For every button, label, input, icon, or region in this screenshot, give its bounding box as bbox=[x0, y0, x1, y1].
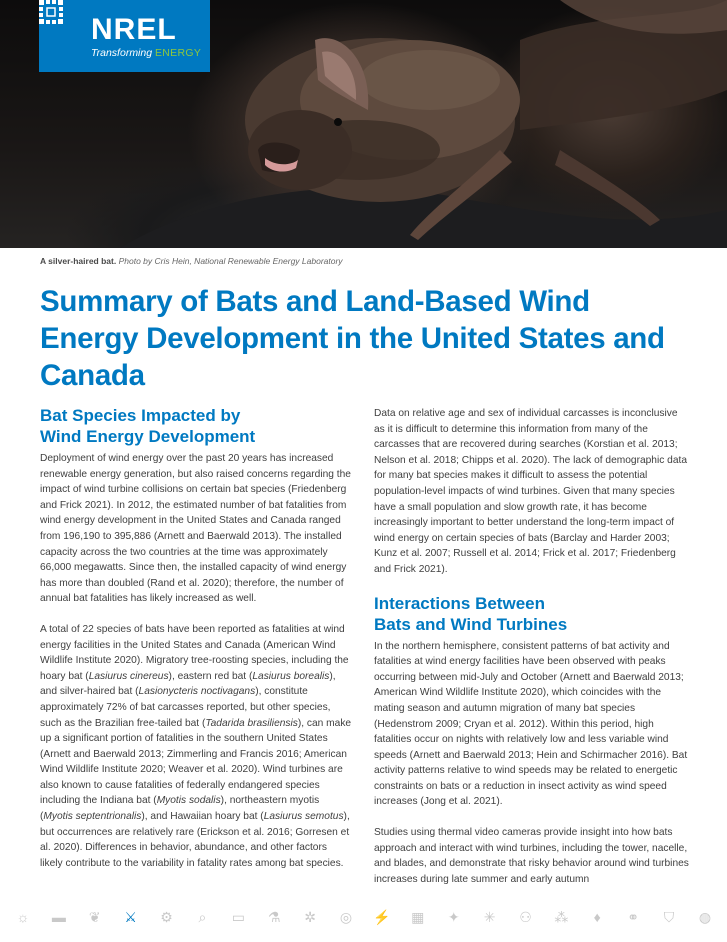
cogs-icon: ✲ bbox=[304, 909, 316, 925]
caption-credit: Photo by Cris Hein, National Renewable Energy Laboratory bbox=[118, 256, 343, 266]
left-column bbox=[40, 405, 352, 886]
heading-line-2: Bats and Wind Turbines bbox=[374, 614, 568, 634]
logo-tagline-energy: ENERGY bbox=[155, 47, 202, 59]
gear-icon: ⚙ bbox=[160, 909, 173, 925]
flask-icon: ⚗ bbox=[267, 909, 281, 925]
power-tower-icon: ⚡ bbox=[373, 909, 391, 925]
lightbulb-icon: ✦ bbox=[447, 909, 460, 925]
section-heading-interactions bbox=[374, 593, 690, 635]
heading-line-2: Wind Energy Development bbox=[40, 427, 256, 446]
logo-tagline bbox=[91, 47, 201, 59]
water-drop-icon: ♦ bbox=[593, 909, 601, 925]
network-icon: ⁂ bbox=[554, 909, 569, 925]
magnifier-icon: ⌕ bbox=[198, 909, 207, 925]
handshake-icon: ⚭ bbox=[627, 909, 639, 925]
paragraph-thermal-video: Studies using thermal video cameras provide insight into how bats approach and interact with wind turbines, including the tower, nacelle, and blades, and demonstrate that risky behavior around wind turbines increases during late summer and early autumn bbox=[374, 827, 689, 885]
caption-title: A silver-haired bat. bbox=[40, 256, 117, 266]
photo-caption bbox=[40, 256, 343, 266]
paragraph-demographics: Data on relative age and sex of individual carcasses is inconclusive as it is difficult to determine this information from many of the carcasses that are recovered during searches (Korstian et al. 2013; Nelson et al. 2018; Chipps et al. 2020). The lack of demographic data for many bat species makes it difficult to assess the potential population-level impacts of wind turbines. Given that many species have a small population and slow growth rate, it has become increasingly important to better understand the long-term impact of wind energy on certain species of bats (Barclay and Harder 2003; Kunz et al. 2007; Russell et al. 2014; Frick et al. 2017; Friedenberg and Frick 2021). bbox=[374, 408, 687, 575]
wind-turbine-icon: ⚔ bbox=[124, 909, 137, 925]
people-icon: ⚇ bbox=[519, 909, 532, 925]
paragraph-deployment: Deployment of wind energy over the past 20 years has increased renewable energy generation, but also raised concerns regarding the impact of wind turbine collisions on certain bat species (Friedenberg and Frick 2021). In 2012, the estimated number of bat fatalities from wind energy development in the United States and Canada ranged from 196,190 to 395,886 (Arnett and Baerwald 2013). The installed capacity across the two countries at the time was approximately 66,000 megawatts. Since then, the installed capacity of wind energy has more than doubled (Rand et al. 2020); therefore, the number of annual bat fatalities has likely increased as well. bbox=[40, 453, 351, 605]
page-title: Summary of Bats and Land-Based Wind Energy Development in the United States and Canada bbox=[40, 285, 665, 392]
paragraph-species: A total of 22 species of bats have been reported as fatalities at wind energy facilities in the United States and Canada (American Wind Wildlife Institute 2020). Migratory tree-roosting species, including the hoary bat (Lasiurus cinereus), eastern red bat (Lasiurus borealis), and silver-haired bat (Lasionycteris noctivagans), constitute approximately 72% of bat carcasses reported, but other species, such as the Brazilian free-tailed bat (Tadarida brasiliensis), can make up a significant portion of fatalities in the southern United States (Arnett and Baerwald 2013; Zimmerling and Francis 2016; American Wind Wildlife Institute 2020; Weaver et al. 2020). Wind turbines are also known to cause fatalities of federally endangered species including the Indiana bat (Myotis sodalis), northeastern myotis (Myotis septentrionalis), and Hawaiian hoary bat (Lasiurus semotus), but occurrences are relatively rare (Erickson et al. 2016; Gorresen et al. 2020). Differences in behavior, abundance, and other factors likely contribute to the variability in fatality rates among bat species. bbox=[40, 623, 352, 869]
nrel-logo-mark-icon bbox=[39, 0, 63, 24]
spark-icon: ✳ bbox=[483, 909, 496, 925]
footer-icon-row bbox=[14, 906, 714, 928]
heading-line-1: Bat Species Impacted by bbox=[40, 406, 241, 425]
building-icon: ▦ bbox=[411, 909, 425, 925]
paragraph-activity-patterns: In the northern hemisphere, consistent patterns of bat activity and fatalities at wind energy facilities have been observed with peaks occurring between mid-July and October (Arnett and Baerwald 2013; American Wind Wildlife Institute 2020), which coincides with the mating season and autumn migration of many bat species (Hedenstrom 2009; Cryan et al. 2012). Within this period, high fatalities occur on nights with relatively low and less variable wind speeds (Arnett and Baerwald 2013; Hein and Schirmacher 2016). Bat activity patterns relative to wind speeds may be related to energetic constraints on bats or a reduction in insect activity as wind speed increases (Jong et al. 2021). bbox=[374, 640, 688, 808]
heading-line-1: Interactions Between bbox=[374, 593, 545, 613]
globe-icon: ◍ bbox=[698, 909, 712, 925]
section-heading-bat-species bbox=[40, 405, 352, 447]
hero-photo bbox=[0, 0, 727, 248]
battery-icon: ▭ bbox=[231, 909, 245, 925]
target-icon: ◎ bbox=[339, 909, 353, 925]
right-column bbox=[374, 406, 690, 902]
logo-tagline-prefix: Transforming bbox=[91, 47, 153, 59]
nrel-logo bbox=[39, 0, 210, 72]
logo-wordmark: NREL bbox=[91, 13, 177, 46]
leaf-icon: ❦ bbox=[88, 909, 101, 925]
car-icon: ▬ bbox=[51, 909, 66, 925]
shield-icon: ⛉ bbox=[663, 909, 675, 925]
sun-icon: ☼ bbox=[16, 909, 30, 925]
